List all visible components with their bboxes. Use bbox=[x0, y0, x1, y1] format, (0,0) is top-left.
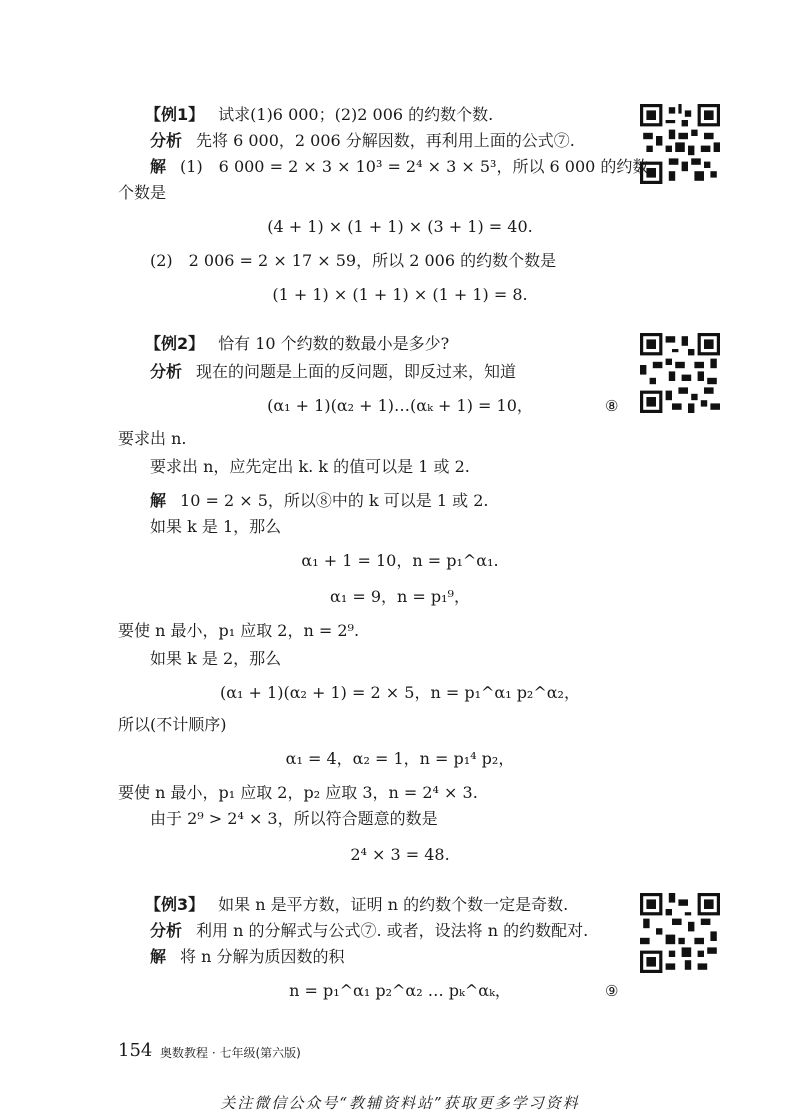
solution-label: 解 bbox=[150, 947, 167, 966]
example-2-solution bbox=[150, 490, 488, 512]
text-line: (2) 2 006 = 2 × 17 × 59，所以 2 006 的约数个数是 bbox=[150, 251, 557, 270]
qr-code-3 bbox=[640, 893, 720, 973]
example-2-analysis bbox=[150, 361, 516, 383]
text-line: 如果 k 是 1，那么 bbox=[150, 517, 282, 536]
example-3-question: 如果 n 是平方数，证明 n 的约数个数一定是奇数. bbox=[218, 895, 569, 914]
equation: 2⁴ × 3 = 48. bbox=[350, 845, 450, 864]
example-2-title: 【例2】 bbox=[145, 334, 205, 353]
text-line: 由于 2⁹ > 2⁴ × 3，所以符合题意的数是 bbox=[150, 809, 438, 828]
example-3-analysis bbox=[150, 920, 588, 942]
equation-8: (α₁ + 1)(α₂ + 1)…(αₖ + 1) = 10， bbox=[267, 396, 533, 415]
example-1-question: 试求(1)6 000；(2)2 006 的约数个数. bbox=[218, 105, 494, 124]
equation: (α₁ + 1)(α₂ + 1) = 2 × 5，n = p₁^α₁ p₂^α₂， bbox=[220, 683, 580, 702]
example-3-title: 【例3】 bbox=[145, 895, 205, 914]
solution-text: 10 = 2 × 5，所以⑧中的 k 可以是 1 或 2. bbox=[180, 491, 489, 510]
example-1-title: 【例1】 bbox=[145, 105, 205, 124]
example-3-heading bbox=[145, 894, 568, 916]
equation: α₁ = 4，α₂ = 1，n = p₁⁴ p₂， bbox=[285, 749, 515, 768]
text-line: 要求出 n. bbox=[118, 429, 187, 448]
analysis-text: 现在的问题是上面的反问题，即反过来，知道 bbox=[196, 362, 517, 381]
equation-9: n = p₁^α₁ p₂^α₂ … pₖ^αₖ， bbox=[289, 981, 511, 1000]
watermark-note: 关注微信公众号“教辅资料站”获取更多学习资料 bbox=[220, 1094, 580, 1112]
example-1-heading bbox=[145, 104, 493, 126]
analysis-label: 分析 bbox=[150, 362, 183, 381]
equation: (4 + 1) × (1 + 1) × (3 + 1) = 40. bbox=[267, 217, 533, 236]
equation-tag-9: ⑨ bbox=[605, 982, 619, 1000]
analysis-label: 分析 bbox=[150, 921, 183, 940]
solution-label: 解 bbox=[150, 157, 167, 176]
text-line: 个数是 bbox=[118, 183, 167, 202]
analysis-text: 利用 n 的分解式与公式⑦. 或者，设法将 n 的约数配对. bbox=[196, 921, 589, 940]
text-line: 要使 n 最小，p₁ 应取 2，n = 2⁹. bbox=[118, 621, 360, 640]
equation: (1 + 1) × (1 + 1) × (1 + 1) = 8. bbox=[272, 285, 528, 304]
solution-text: (1) 6 000 = 2 × 3 × 10³ = 2⁴ × 3 × 5³，所以 6 000 的约数 bbox=[180, 157, 649, 176]
example-2-heading bbox=[145, 333, 449, 355]
example-1-analysis bbox=[150, 130, 575, 152]
example-2-question: 恰有 10 个约数的数最小是多少? bbox=[218, 334, 450, 353]
text-line: 所以(不计顺序) bbox=[118, 715, 227, 734]
book-title: 奥数教程 · 七年级(第六版) bbox=[160, 1046, 301, 1060]
page-number: 154 bbox=[118, 1040, 153, 1061]
solution-label: 解 bbox=[150, 491, 167, 510]
equation: α₁ = 9，n = p₁⁹， bbox=[330, 587, 470, 606]
solution-text: 将 n 分解为质因数的积 bbox=[180, 947, 345, 966]
qr-code-1 bbox=[640, 104, 720, 184]
text-line: 要求出 n，应先定出 k. k 的值可以是 1 或 2. bbox=[150, 457, 470, 476]
equation: α₁ + 1 = 10，n = p₁^α₁. bbox=[301, 551, 499, 570]
text-line: 如果 k 是 2，那么 bbox=[150, 649, 282, 668]
example-1-solution bbox=[150, 156, 648, 178]
equation-tag-8: ⑧ bbox=[605, 397, 619, 415]
analysis-label: 分析 bbox=[150, 131, 183, 150]
example-3-solution bbox=[150, 946, 345, 968]
text-line: 要使 n 最小，p₁ 应取 2，p₂ 应取 3，n = 2⁴ × 3. bbox=[118, 783, 478, 802]
analysis-text: 先将 6 000，2 006 分解因数，再利用上面的公式⑦. bbox=[196, 131, 575, 150]
